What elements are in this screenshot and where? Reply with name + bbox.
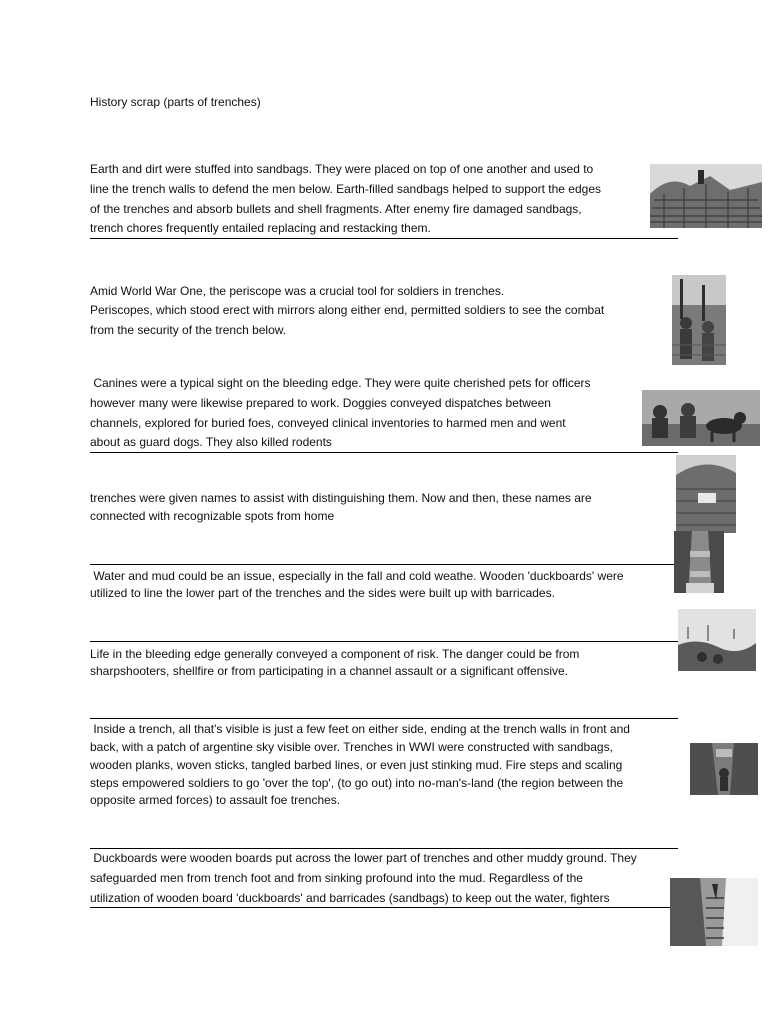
text-line: trenches were given names to assist with distinguishing them. Now and then, these names are: [90, 491, 592, 505]
text-line: channels, explored for buried foes, conveyed clinical inventories to harmed men and went: [90, 416, 566, 430]
divider-line: [90, 238, 678, 239]
text-line: Inside a trench, all that's visible is just a few feet on either side, ending at the trench walls in front and: [90, 722, 630, 736]
text-line: trench chores frequently entailed replacing and restacking them.: [90, 221, 431, 235]
trench-landscape-photo: [678, 609, 756, 671]
text-line: utilization of wooden board 'duckboards' and barricades (sandbags) to keep out the water, fighters: [90, 891, 610, 905]
text-line: connected with recognizable spots from home: [90, 509, 335, 523]
text-line: line the trench walls to defend the men below. Earth-filled sandbags helped to support the edges: [90, 182, 602, 196]
flooded-trench-photo: [674, 531, 724, 593]
text-line: utilized to line the lower part of the trenches and the sides were built up with barricades.: [90, 586, 555, 600]
text-line: safeguarded men from trench foot and from sinking profound into the mud. Regardless of the: [90, 871, 583, 885]
text-line: back, with a patch of argentine sky visible over. Trenches in WWI were constructed with sandbags,: [90, 740, 613, 754]
text-line: Life in the bleeding edge generally conveyed a component of risk. The danger could be from: [90, 647, 580, 661]
text-line: Duckboards were wooden boards put across the lower part of trenches and other muddy ground. They: [90, 851, 637, 865]
text-line: steps empowered soldiers to go 'over the top', (to go out) into no-man's-land (the region between the: [90, 776, 624, 790]
text-line: wooden planks, woven sticks, tangled barbed lines, or even just stinking mud. Fire steps and scaling: [90, 758, 623, 772]
text-line: of the trenches and absorb bullets and shell fragments. After enemy fire damaged sandbags,: [90, 202, 582, 216]
trench-dogs-photo: [642, 390, 760, 446]
text-line: sharpshooters, shellfire or from participating in a channel assault or a significant offensive.: [90, 664, 569, 678]
text-line: however many were likewise prepared to work. Doggies conveyed dispatches between: [90, 396, 551, 410]
text-line: Water and mud could be an issue, especially in the fall and cold weathe. Wooden 'duckboards' were: [90, 569, 624, 583]
periscope-soldiers-photo: [672, 275, 726, 365]
text-line: Canines were a typical sight on the bleeding edge. They were quite cherished pets for officers: [90, 376, 591, 390]
trench-sign-photo: [676, 455, 736, 533]
text-line: Amid World War One, the periscope was a crucial tool for soldiers in trenches.: [90, 284, 505, 298]
text-line: Periscopes, which stood erect with mirrors along either end, permitted soldiers to see the combat: [90, 303, 605, 317]
text-line: about as guard dogs. They also killed rodents: [90, 435, 332, 449]
divider-line: [90, 907, 678, 908]
text-line: from the security of the trench below.: [90, 323, 287, 337]
trench-interior-photo: [690, 743, 758, 795]
divider-line: [90, 641, 678, 642]
page-title: History scrap (parts of trenches): [90, 95, 261, 109]
sandbag-wall-photo: [650, 164, 762, 228]
text-line: Earth and dirt were stuffed into sandbags. They were placed on top of one another and used to: [90, 162, 594, 176]
divider-line: [90, 452, 678, 453]
text-line: opposite armed forces) to assault foe trenches.: [90, 793, 341, 807]
divider-line: [90, 564, 678, 565]
duckboard-trench-photo: [670, 878, 758, 946]
